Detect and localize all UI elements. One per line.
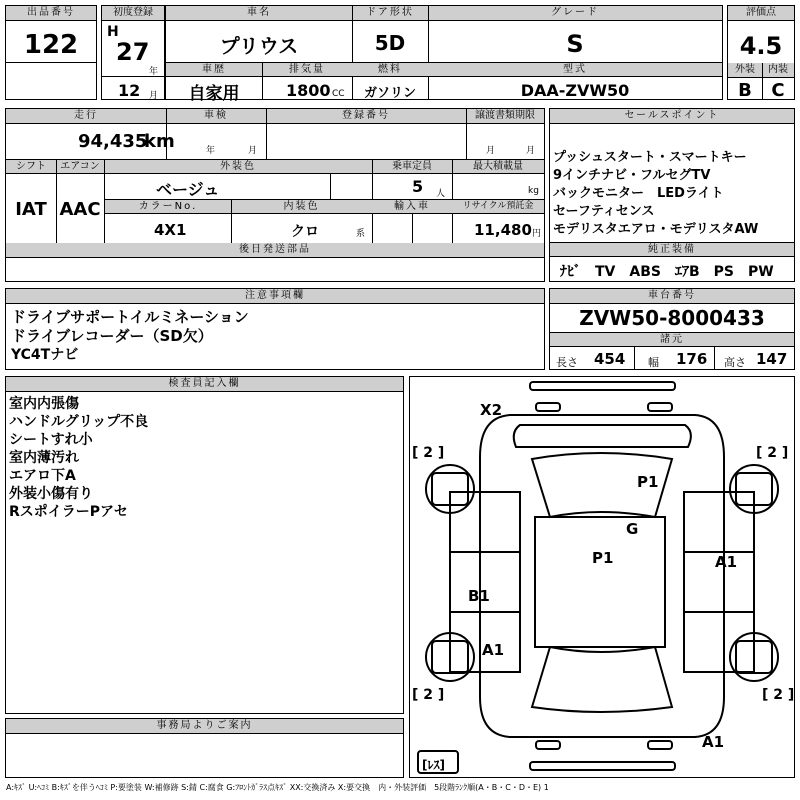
import-header: 輸入車 — [372, 200, 452, 214]
capacity-value: 5 — [412, 177, 424, 196]
persons-unit: 人 — [436, 189, 446, 199]
height-value: 147 — [756, 350, 788, 368]
inspector-note: 室内内張傷 — [9, 396, 79, 412]
recycle-value: 11,480 — [474, 221, 532, 239]
sales-point: 9インチナビ・フルセグTV — [553, 168, 711, 183]
note-line: YC4Tナビ — [11, 347, 79, 363]
sales-point: バックモニター LEDライト — [553, 186, 724, 201]
first-registration-box — [101, 5, 165, 100]
legend: A:ｷｽﾞ U:ﾍｺﾐ B:ｷｽﾞを伴うﾍｺﾐ P:要塗装 W:補修跡 S:錆 C:腐食 G:ﾌﾛﾝﾄｶﾞﾗｽ点ｷｽﾞ XX:交換済み X:要交換 内・外装評価 5段階ﾗﾝｸ順(A・B・C・D・E) 1 — [6, 783, 549, 792]
later-parts-header: 後日発送部品 — [6, 243, 544, 258]
car-name-value: プリウス — [219, 34, 299, 58]
kg-unit: kg — [528, 186, 539, 196]
ext-color-header: 外装色 — [104, 160, 372, 174]
damage-mark: A1 — [482, 641, 505, 659]
door-value: 5D — [374, 31, 406, 55]
mileage-header: 走行 — [6, 109, 166, 124]
inspector-notes-list — [9, 395, 148, 521]
lot-number-value: 122 — [23, 30, 79, 60]
lot-number-header: 出品番号 — [6, 6, 96, 21]
tire-label-front-right: [ 2 ] — [756, 445, 789, 461]
yen-unit: 円 — [532, 229, 542, 239]
note-line: ドライブレコーダー（SD欠） — [11, 327, 213, 345]
inspector-note: シートすれ小 — [9, 432, 93, 448]
inspector-header: 検査員記入欄 — [6, 377, 403, 392]
year-value: 27 — [116, 38, 150, 66]
km-unit: km — [144, 131, 175, 152]
score-box — [727, 5, 795, 100]
aircon-value: AAC — [59, 199, 101, 220]
interior-header: 内装 — [762, 63, 794, 78]
inspector-note: 外装小傷有り — [9, 486, 93, 502]
displacement-value: 1800 — [286, 81, 331, 100]
car-diagram — [410, 377, 794, 777]
grade-value: S — [566, 30, 584, 58]
width-value: 176 — [676, 350, 708, 368]
chassis-header: 車台番号 — [550, 289, 794, 304]
color-no-header: カラーNo. — [105, 200, 231, 214]
sales-point: セーフティセンス — [553, 204, 655, 219]
notes-header: 注意事項欄 — [6, 289, 544, 304]
sales-point: モデリスタエアロ・モデリスタAW — [553, 222, 759, 237]
tire-label-rear-left: [ 2 ] — [412, 687, 445, 703]
shift-header: シフト — [6, 160, 56, 174]
damage-mark: X2 — [480, 401, 503, 419]
transfer-month-suffix: 月 — [486, 146, 496, 156]
displacement-header: 排気量 — [262, 63, 352, 77]
shift-value: IAT — [15, 199, 47, 220]
genuine-equipment: ﾅﾋﾞ TV ABS ｴｱB PS PW — [560, 264, 774, 280]
inspection-year-suffix: 年 — [206, 146, 216, 156]
interior-value: C — [771, 80, 785, 101]
sales-points-list — [553, 149, 758, 239]
sales-points-box — [549, 108, 795, 282]
history-header: 車歴 — [166, 63, 262, 77]
inspection-month-suffix: 月 — [248, 146, 258, 156]
transfer-doc-header: 譲渡書類期限 — [466, 109, 544, 124]
length-value: 454 — [594, 350, 626, 368]
notes-box — [5, 288, 545, 370]
month-suffix: 月 — [149, 91, 159, 101]
damage-mark: G — [626, 520, 639, 538]
month-value: 12 — [118, 81, 141, 100]
damage-mark: P1 — [637, 473, 659, 491]
sales-points-header: セールスポイント — [550, 109, 794, 124]
recycle-header: リサイクル預託金 — [452, 200, 544, 214]
tire-label-rear-right: [ 2 ] — [762, 687, 794, 703]
int-color-header: 内装色 — [231, 200, 372, 214]
notes-list — [11, 308, 249, 365]
chassis-box — [549, 288, 795, 370]
spare-label: [ﾚｽ] — [422, 758, 445, 772]
mileage-value: 94,435 — [78, 131, 148, 152]
damage-mark: B1 — [468, 587, 490, 605]
car-info-box — [165, 5, 723, 104]
exterior-header: 外装 — [728, 63, 762, 78]
tire-label-front-left: [ 2 ] — [412, 445, 445, 461]
year-suffix: 年 — [149, 67, 159, 77]
damage-mark: A1 — [702, 733, 725, 751]
max-load-header: 最大積載量 — [452, 160, 544, 174]
first-registration-header: 初度登録 — [102, 6, 164, 21]
cc-unit: CC — [332, 89, 345, 99]
length-label: 長さ — [556, 356, 578, 369]
inspection-header: 車検 — [166, 109, 266, 124]
capacity-header: 乗車定員 — [372, 160, 452, 174]
note-line: ドライブサポートイルミネーション — [11, 308, 249, 326]
office-header: 事務局よりご案内 — [6, 719, 403, 734]
chassis-value: ZVW50-8000433 — [579, 306, 765, 330]
inspector-note: 室内薄汚れ — [9, 450, 79, 466]
history-value: 自家用 — [188, 84, 240, 104]
car-diagram-box — [409, 376, 795, 778]
ext-color-value: ベージュ — [156, 180, 220, 199]
grade-header: グレード — [428, 6, 722, 21]
height-label: 高さ — [724, 356, 746, 369]
car-name-header: 車名 — [166, 6, 352, 21]
vehicle-detail-box — [5, 108, 545, 282]
transfer-day-suffix: 月 — [526, 146, 536, 156]
score-value: 4.5 — [739, 32, 783, 60]
genuine-header: 純正装備 — [550, 242, 794, 257]
fuel-value: ガソリン — [363, 86, 416, 101]
reg-no-header: 登録番号 — [266, 109, 466, 124]
color-no-value: 4X1 — [154, 221, 187, 239]
damage-mark: P1 — [592, 549, 614, 567]
fuel-header: 燃料 — [352, 63, 428, 77]
door-header: ドア形状 — [352, 6, 428, 21]
width-label: 幅 — [648, 356, 659, 369]
exterior-value: B — [738, 80, 752, 101]
inspector-note: エアロ下A — [9, 468, 76, 484]
model-code-header: 型式 — [428, 63, 722, 77]
specs-header: 諸元 — [550, 332, 794, 347]
kei-unit: 系 — [356, 229, 366, 239]
inspector-note: ハンドルグリップ不良 — [9, 414, 149, 430]
score-header: 評価点 — [728, 6, 794, 21]
office-box — [5, 718, 404, 778]
lot-number-box — [5, 5, 97, 100]
damage-mark: A1 — [715, 553, 738, 571]
sales-point: プッシュスタート・スマートキー — [553, 150, 747, 165]
inspector-box — [5, 376, 404, 714]
model-code-value: DAA-ZVW50 — [520, 81, 630, 100]
aircon-header: エアコン — [56, 160, 104, 174]
era-value: H — [107, 24, 119, 40]
int-color-value: クロ — [291, 224, 319, 240]
inspector-note: RスポイラーPアセ — [9, 504, 128, 520]
